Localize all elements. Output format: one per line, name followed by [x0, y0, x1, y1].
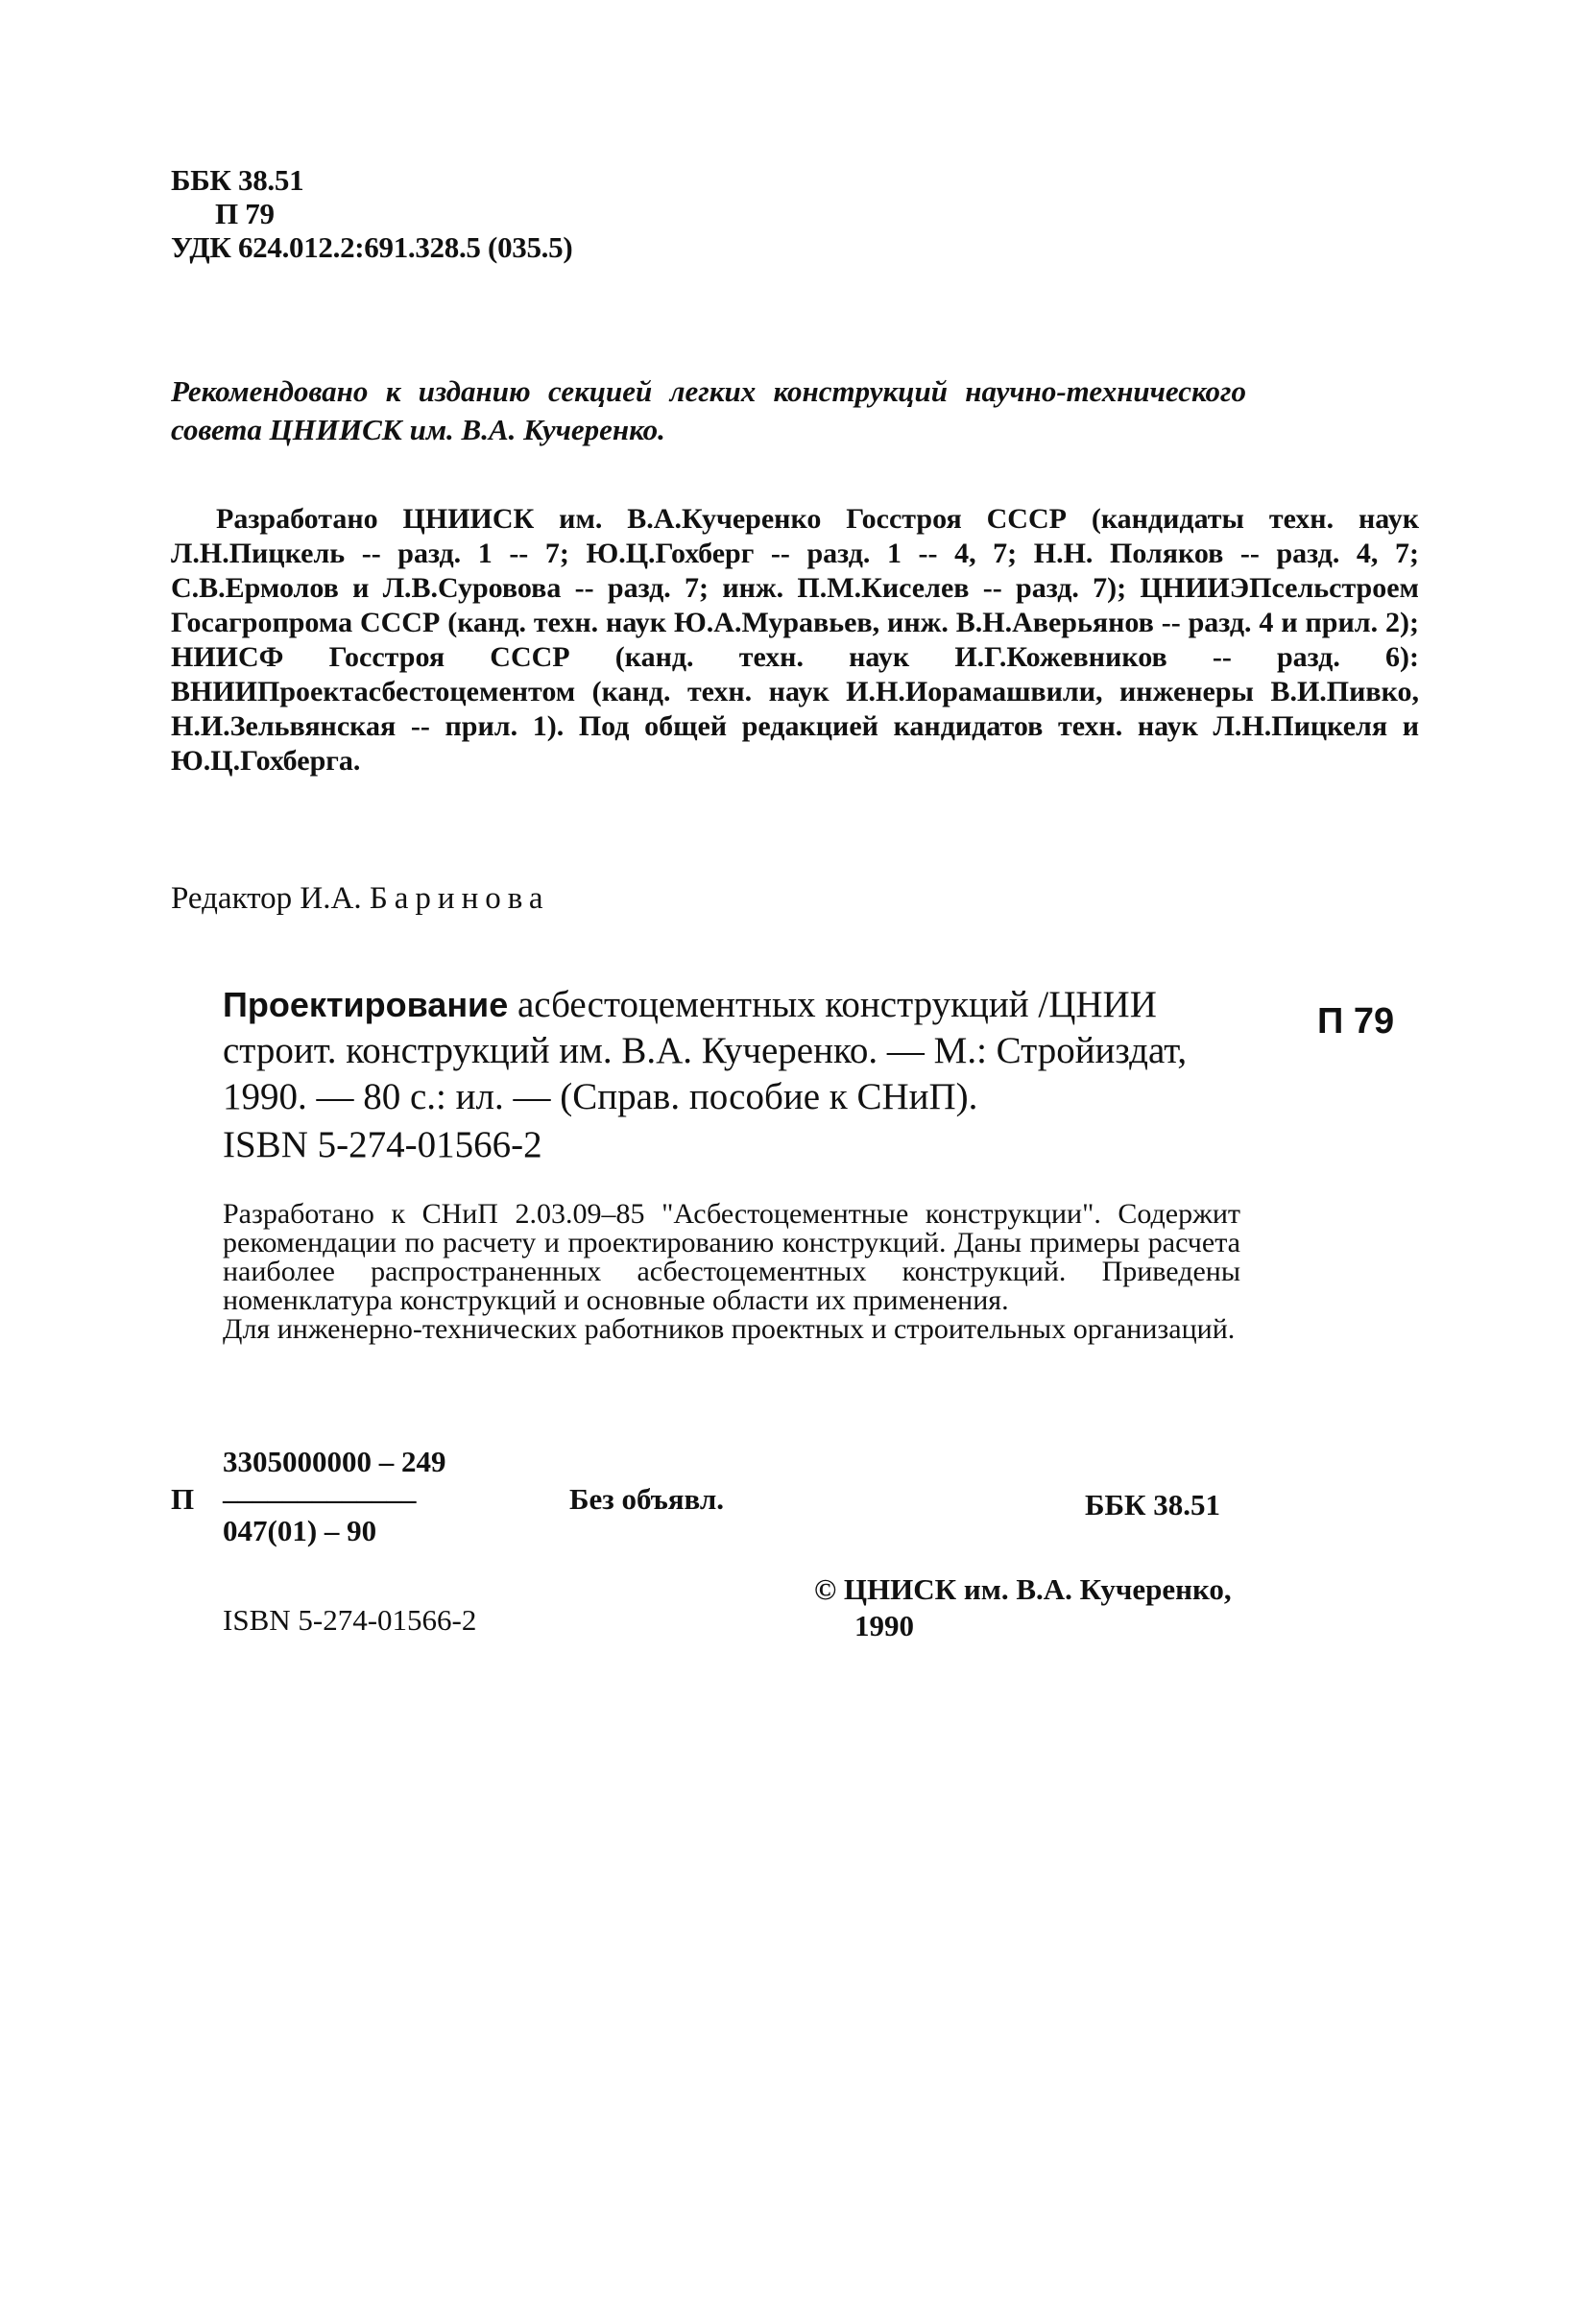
editor-label: Редактор — [171, 881, 293, 916]
bbk-code: ББК 38.51 — [171, 163, 304, 197]
annotation-audience: Для инженерно-технических работников проектных и строительных организаций. — [223, 1313, 1236, 1345]
editor-initials: И.А. — [300, 881, 362, 916]
editor-surname: Баринова — [369, 881, 550, 916]
editor-line — [171, 881, 550, 917]
book-isbn: ISBN 5-274-01566-2 — [223, 1124, 542, 1165]
udk-code: УДК 624.012.2:691.328.5 (035.5) — [171, 230, 573, 264]
book-title-rest: асбестоцементных конструкций /ЦНИИ строит. конструкций им. В.А. Кучеренко. — М.: Стройиздат, 1990. — 80 с.: ил. — (Справ. пособие к СНиП). — [223, 984, 1188, 1117]
copyright-holder: © ЦНИСК им. В.А. Кучеренко, — [814, 1572, 1232, 1606]
author-mark: П 79 — [215, 197, 275, 230]
copyright-year: 1990 — [854, 1609, 914, 1642]
classification-codes — [171, 163, 572, 264]
imprint-code-line: ––––––––––––– — [223, 1482, 417, 1516]
annotation-block — [223, 1200, 1240, 1344]
recommendation-note: Рекомендовано к изданию секцией легких конструкций научно-технического совета ЦНИИСК им. В.А. Кучеренко. — [171, 374, 1246, 446]
annotation-summary: Разработано к СНиП 2.03.09–85 "Асбестоцементные конструкции". Содержит рекомендации по расчету и проектированию конструкций. Даны примеры расчета наиболее распространенных асбестоцементных конструкций. Приведены номенклатура конструкций и основные области их применения. — [223, 1198, 1240, 1316]
imprint-isbn: ISBN 5-274-01566-2 — [223, 1603, 477, 1637]
book-title-lead: Проектирование — [223, 985, 509, 1024]
copyright-notice — [814, 1571, 1232, 1644]
imprint-no-ad: Без объявл. — [569, 1482, 725, 1516]
imprint-code-top: 3305000000 – 249 — [223, 1445, 446, 1478]
imprint-letter: П — [171, 1482, 195, 1516]
catalog-mark: П 79 — [1317, 1001, 1395, 1042]
imprint-bbk: ББК 38.51 — [1085, 1488, 1220, 1521]
developers-text: Разработано ЦНИИСК им. В.А.Кучеренко Госстроя СССР (кандидаты техн. наук Л.Н.Пицкель -- разд. 1 -- 7; Ю.Ц.Гохберг -- разд. 1 -- 4, 7; Н.Н. Поляков -- разд. 4, 7; С.В.Ермолов и Л.В.Суровова -- разд. 7; инж. П.М.Киселев -- разд. 7); ЦНИИЭПсельстроем Госагропрома СССР (канд. техн. наук Ю.А.Муравьев, инж. В.Н.Аверьянов -- разд. 4 и прил. 2); НИИСФ Госстроя СССР (канд. техн. наук И.Г.Кожевников -- разд. 6): ВНИИПроектасбестоцементом (канд. техн. наук И.Н.Иорамашвили, инженеры В.И.Пивко, Н.И.Зельвянская -- прил. 1). Под общей редакцией кандидатов техн. наук Л.Н.Пицкеля и Ю.Ц.Гохберга. — [171, 503, 1419, 777]
developers-paragraph — [171, 502, 1419, 779]
bibliographic-record — [223, 982, 1240, 1168]
imprint-code-bottom: 047(01) – 90 — [223, 1514, 377, 1547]
